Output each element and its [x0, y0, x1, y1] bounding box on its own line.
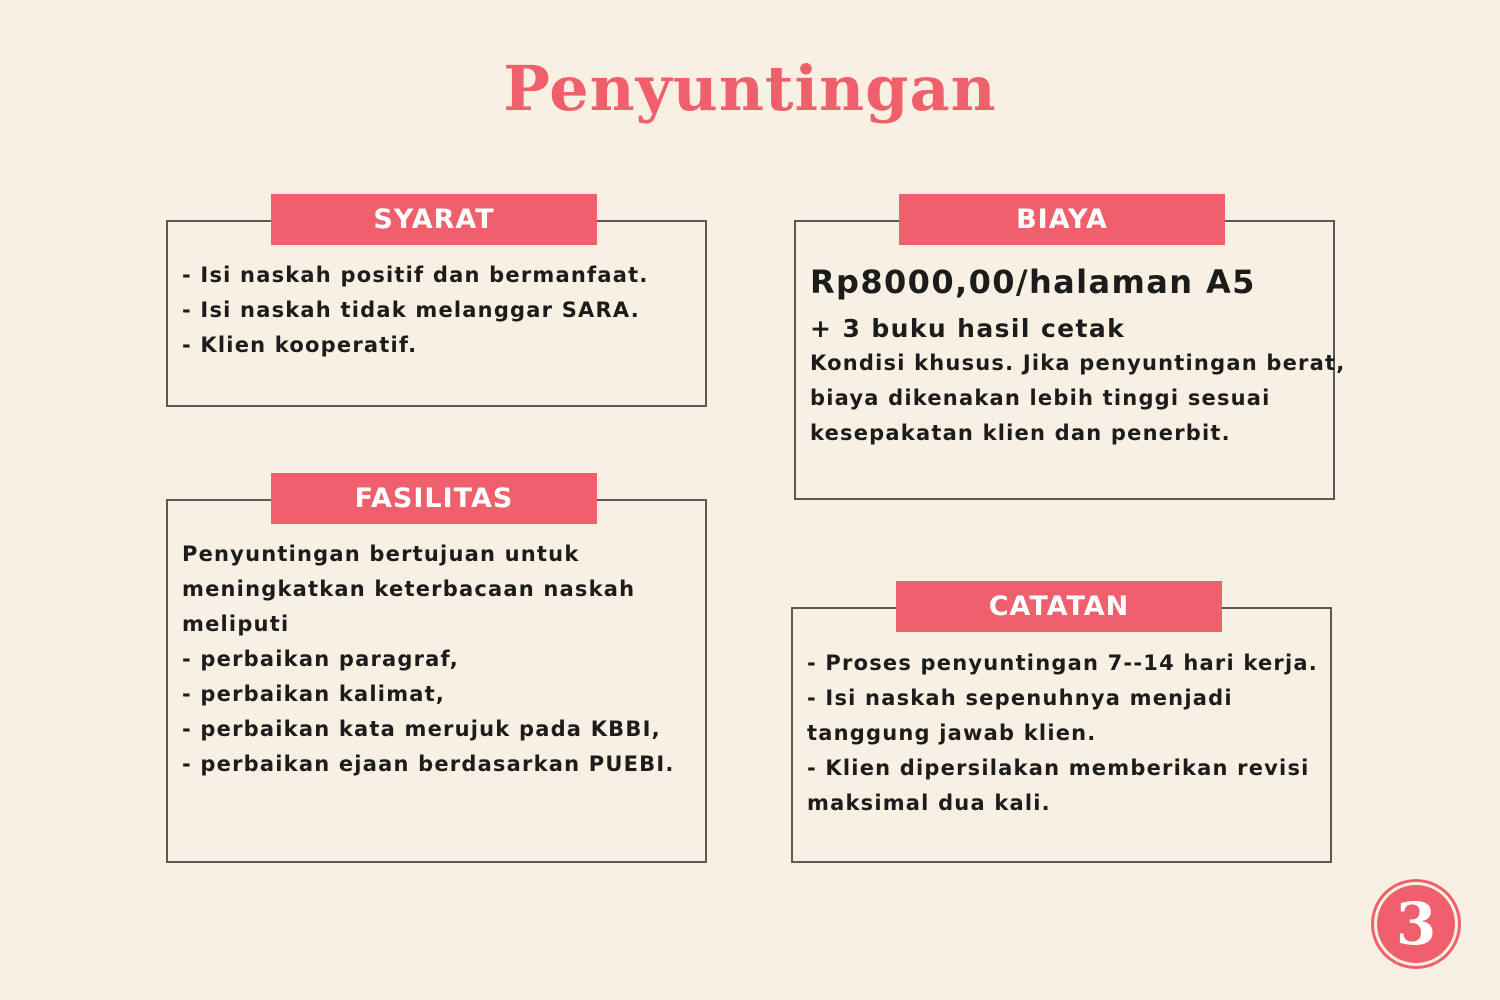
biaya-header: BIAYA [899, 194, 1225, 245]
syarat-body [182, 258, 649, 363]
fasilitas-line: - perbaikan ejaan berdasarkan PUEBI. [182, 752, 675, 776]
fasilitas-line: - perbaikan kalimat, [182, 682, 446, 706]
catatan-line: - Proses penyuntingan 7--14 hari kerja. [807, 651, 1318, 675]
page-title: Penyuntingan [503, 52, 997, 125]
biaya-price: Rp8000,00/halaman A5 [810, 263, 1256, 301]
catatan-line: tanggung jawab klien. [807, 721, 1097, 745]
fasilitas-body [182, 537, 675, 782]
biaya-body [810, 262, 1345, 451]
biaya-line: biaya dikenakan lebih tinggi sesuai [810, 386, 1271, 410]
syarat-line: - Isi naskah tidak melanggar SARA. [182, 298, 640, 322]
fasilitas-header: FASILITAS [271, 473, 597, 524]
catatan-line: maksimal dua kali. [807, 791, 1051, 815]
syarat-line: - Klien kooperatif. [182, 333, 418, 357]
page-number-badge: 3 [1374, 882, 1458, 966]
catatan-line: - Klien dipersilakan memberikan revisi [807, 756, 1310, 780]
catatan-body [807, 646, 1318, 821]
biaya-bonus: + 3 buku hasil cetak [810, 314, 1126, 343]
biaya-line: kesepakatan klien dan penerbit. [810, 421, 1231, 445]
fasilitas-line: meliputi [182, 612, 290, 636]
fasilitas-line: - perbaikan paragraf, [182, 647, 459, 671]
fasilitas-line: meningkatkan keterbacaan naskah [182, 577, 636, 601]
fasilitas-line: - perbaikan kata merujuk pada KBBI, [182, 717, 661, 741]
catatan-line: - Isi naskah sepenuhnya menjadi [807, 686, 1233, 710]
fasilitas-line: Penyuntingan bertujuan untuk [182, 542, 580, 566]
catatan-header: CATATAN [896, 581, 1222, 632]
syarat-line: - Isi naskah positif dan bermanfaat. [182, 263, 649, 287]
biaya-line: Kondisi khusus. Jika penyuntingan berat, [810, 351, 1346, 375]
syarat-header: SYARAT [271, 194, 597, 245]
